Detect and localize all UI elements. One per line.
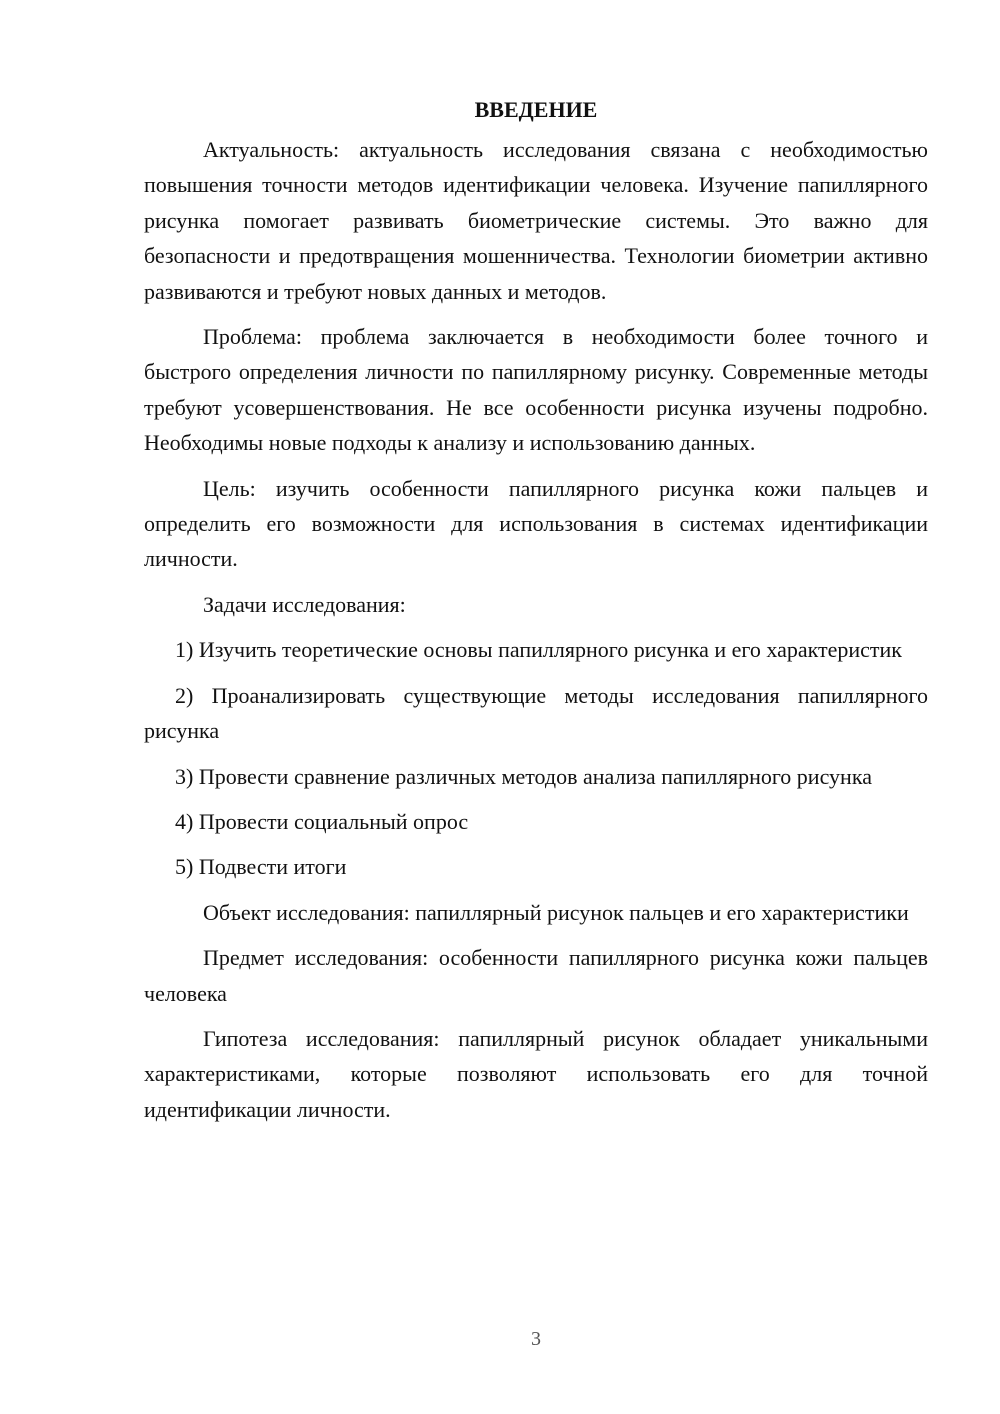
task-item-5: 5) Подвести итоги — [175, 854, 347, 880]
paragraph-subject: Предмет исследования: особенности папиллярного рисунка кожи пальцев человека — [144, 945, 928, 1006]
page-content — [144, 92, 928, 1127]
paragraph-hypothesis: Гипотеза исследования: папиллярный рисунок обладает уникальными характеристиками, которые позволяют использовать его для точной идентификации личности. — [144, 1025, 928, 1122]
task-item-1: 1) Изучить теоретические основы папиллярного рисунка и его характеристик — [175, 637, 902, 663]
paragraph-problem: Проблема: проблема заключается в необходимости более точного и быстрого определения личности по папиллярному рисунку. Современные методы требуют усовершенствования. Не все особенности рисунка изучены подробно. Необходимы новые подходы к анализу и использованию данных. — [144, 324, 928, 456]
task-item-4: 4) Провести социальный опрос — [175, 808, 469, 834]
page-number: 3 — [531, 1328, 541, 1350]
paragraph-object: Объект исследования: папиллярный рисунок пальцев и его характеристики — [203, 899, 909, 925]
paragraph-relevance: Актуальность: актуальность исследования связана с необходимостью повышения точности методов идентификации человека. Изучение папиллярного рисунка помогает развивать биометрические системы. Это важно для безопасности и предотвращения мошенничества. Технологии биометрии активно развиваются и требуют новых данных и методов. — [144, 137, 928, 304]
paragraph-tasks-heading: Задачи исследования: — [203, 591, 406, 617]
task-item-2: 2) Проанализировать существующие методы исследования папиллярного рисунка — [144, 682, 928, 744]
task-item-3: 3) Провести сравнение различных методов анализа папиллярного рисунка — [175, 763, 872, 789]
paragraph-goal: Цель: изучить особенности папиллярного рисунка кожи пальцев и определить его возможности для использования в системах идентификации личности. — [144, 475, 928, 572]
section-title: ВВЕДЕНИЕ — [474, 97, 598, 122]
